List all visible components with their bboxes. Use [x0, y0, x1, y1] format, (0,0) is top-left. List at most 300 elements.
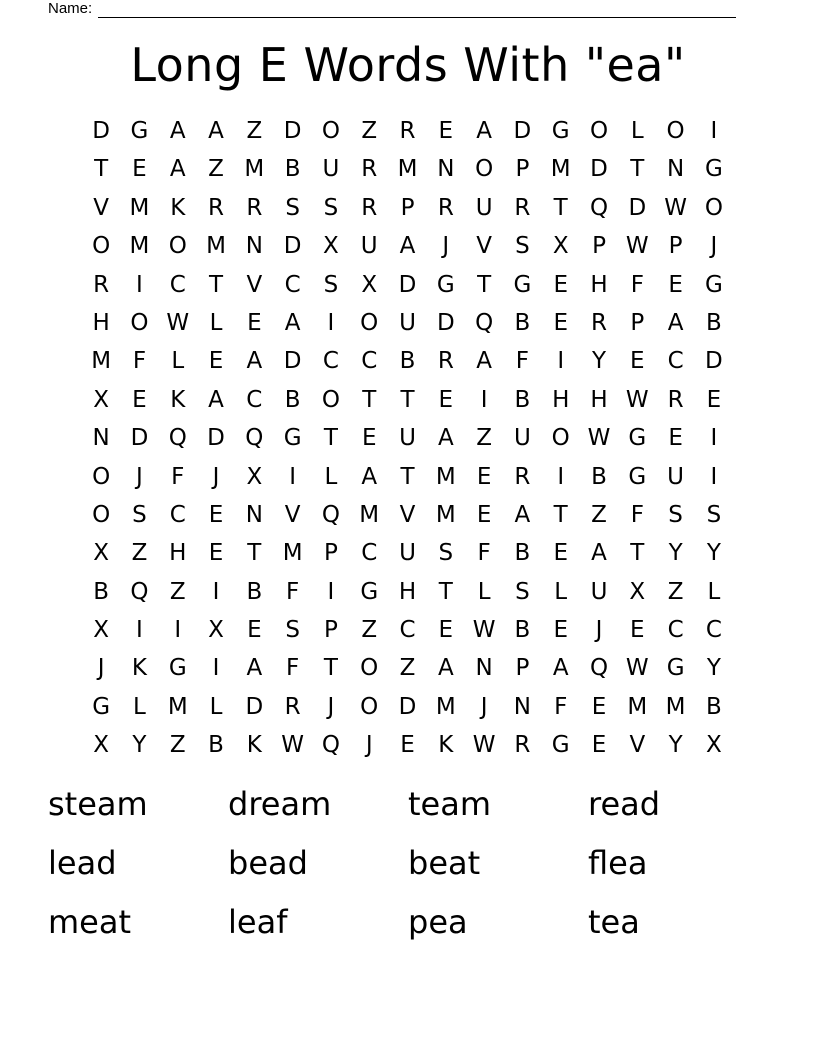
grid-letter[interactable]: N — [513, 693, 532, 720]
grid-letter[interactable]: T — [94, 156, 109, 183]
grid-letter[interactable]: D — [283, 233, 302, 260]
grid-letter[interactable]: E — [553, 540, 568, 567]
grid-letter[interactable]: X — [93, 540, 110, 567]
grid-letter[interactable]: X — [93, 732, 110, 759]
grid-letter[interactable]: D — [590, 156, 608, 183]
grid-letter[interactable]: E — [361, 425, 377, 452]
grid-letter[interactable]: O — [321, 118, 340, 144]
grid-letter[interactable]: S — [515, 578, 530, 605]
name-underline[interactable] — [98, 2, 736, 18]
grid-letter[interactable]: U — [399, 540, 416, 567]
grid-letter[interactable]: F — [630, 271, 644, 298]
grid-letter[interactable]: S — [438, 540, 454, 567]
grid-letter[interactable]: Q — [168, 425, 187, 452]
grid-letter[interactable]: E — [630, 348, 645, 375]
grid-letter[interactable]: D — [398, 271, 417, 298]
grid-letter[interactable]: J — [442, 233, 450, 260]
grid-letter[interactable]: T — [323, 655, 338, 682]
grid-letter[interactable]: T — [438, 578, 453, 605]
grid-letter[interactable]: Q — [245, 425, 264, 452]
grid-letter[interactable]: I — [557, 463, 565, 490]
grid-letter[interactable]: N — [92, 425, 110, 452]
grid-letter[interactable]: E — [476, 501, 492, 528]
grid-letter[interactable]: R — [514, 463, 531, 490]
grid-letter[interactable]: B — [514, 309, 531, 336]
grid-letter[interactable]: U — [667, 463, 685, 490]
grid-letter[interactable]: L — [209, 309, 223, 336]
grid-letter[interactable]: E — [553, 309, 568, 336]
grid-letter[interactable]: E — [208, 540, 224, 567]
grid-letter[interactable]: U — [590, 578, 608, 605]
grid-letter[interactable]: I — [327, 578, 335, 605]
word-bank-item: team — [408, 785, 492, 823]
grid-letter[interactable]: Z — [169, 578, 186, 605]
puzzle-title: Long E Words With "ea" — [130, 38, 686, 92]
grid-letter[interactable]: M — [435, 693, 456, 720]
grid-letter[interactable]: F — [554, 693, 568, 720]
word-bank-item: dream — [228, 785, 332, 823]
grid-letter[interactable]: C — [667, 348, 684, 375]
grid-letter[interactable]: Q — [589, 655, 609, 682]
grid-letter[interactable]: V — [476, 233, 492, 260]
grid-letter[interactable]: K — [131, 655, 147, 682]
grid-letter[interactable]: L — [324, 463, 338, 490]
grid-letter[interactable]: P — [630, 309, 645, 336]
grid-letter[interactable]: R — [284, 693, 301, 720]
grid-letter[interactable]: M — [397, 156, 418, 183]
grid-letter[interactable]: K — [170, 386, 186, 413]
grid-letter[interactable]: E — [591, 732, 607, 759]
grid-letter[interactable]: A — [284, 309, 301, 336]
grid-letter[interactable]: Z — [591, 501, 607, 528]
grid-letter[interactable]: R — [437, 348, 454, 375]
grid-letter[interactable]: P — [515, 156, 530, 183]
grid-letter[interactable]: R — [361, 156, 378, 183]
grid-letter[interactable]: X — [552, 233, 569, 260]
grid-letter[interactable]: Z — [399, 655, 416, 682]
grid-letter[interactable]: A — [552, 655, 569, 682]
grid-letter[interactable]: X — [208, 617, 224, 644]
grid-letter[interactable]: E — [247, 309, 262, 336]
grid-letter[interactable]: A — [399, 233, 416, 260]
grid-letter[interactable]: U — [399, 425, 416, 452]
grid-letter[interactable]: I — [289, 463, 297, 490]
grid-letter[interactable]: B — [706, 309, 722, 336]
grid-letter[interactable]: M — [665, 693, 686, 720]
grid-letter[interactable]: F — [630, 501, 644, 528]
grid-letter[interactable]: J — [97, 655, 105, 682]
grid-letter[interactable]: M — [206, 233, 226, 260]
grid-letter[interactable]: C — [361, 348, 378, 375]
grid-letter[interactable]: T — [630, 156, 645, 183]
grid-letter[interactable]: E — [668, 271, 683, 298]
grid-letter[interactable]: M — [359, 501, 380, 528]
grid-letter[interactable]: Z — [361, 617, 378, 644]
grid-letter[interactable]: S — [285, 617, 300, 644]
grid-letter[interactable]: L — [209, 693, 223, 720]
grid-letter[interactable]: O — [360, 309, 379, 336]
grid-letter[interactable]: A — [169, 118, 186, 144]
grid-letter[interactable]: U — [513, 425, 531, 452]
grid-letter[interactable]: J — [595, 617, 603, 644]
grid-letter[interactable]: O — [704, 194, 723, 221]
grid-letter[interactable]: D — [283, 348, 302, 375]
grid-letter[interactable]: G — [92, 693, 111, 720]
grid-letter[interactable]: S — [132, 501, 147, 528]
grid-letter[interactable]: P — [323, 540, 338, 567]
grid-letter[interactable]: F — [286, 655, 300, 682]
grid-letter[interactable]: M — [167, 693, 188, 720]
grid-letter[interactable]: O — [551, 425, 570, 452]
grid-letter[interactable]: G — [283, 425, 302, 452]
grid-letter[interactable]: A — [591, 540, 607, 567]
grid-letter[interactable]: X — [93, 617, 110, 644]
grid-letter[interactable]: S — [323, 194, 339, 221]
grid-letter[interactable]: J — [212, 463, 220, 490]
grid-letter[interactable]: C — [246, 386, 263, 413]
grid-letter[interactable]: H — [590, 271, 608, 298]
grid-letter[interactable]: U — [322, 156, 340, 183]
grid-letter[interactable]: L — [171, 348, 185, 375]
grid-letter[interactable]: H — [552, 386, 570, 413]
grid-letter[interactable]: R — [591, 309, 607, 336]
grid-letter[interactable]: X — [361, 271, 378, 298]
grid-letter[interactable]: I — [136, 617, 143, 644]
grid-letter[interactable]: B — [284, 156, 301, 183]
grid-letter[interactable]: I — [557, 348, 565, 375]
grid-letter[interactable]: R — [437, 194, 454, 221]
grid-letter[interactable]: O — [92, 233, 111, 260]
grid-letter[interactable]: W — [625, 386, 649, 413]
grid-letter[interactable]: L — [554, 578, 568, 605]
grid-letter[interactable]: V — [284, 501, 301, 528]
grid-letter[interactable]: M — [129, 233, 150, 260]
grid-letter[interactable]: H — [169, 540, 187, 567]
grid-letter[interactable]: Z — [361, 118, 378, 144]
grid-letter[interactable]: A — [437, 655, 454, 682]
grid-letter[interactable]: M — [244, 156, 265, 183]
grid-letter[interactable]: U — [360, 233, 378, 260]
grid-letter[interactable]: T — [553, 501, 568, 528]
grid-letter[interactable]: G — [551, 118, 570, 144]
grid-letter[interactable]: T — [630, 540, 645, 567]
grid-letter[interactable]: T — [247, 540, 262, 567]
grid-letter[interactable]: I — [174, 617, 182, 644]
grid-letter[interactable]: R — [399, 118, 416, 144]
grid-letter[interactable]: V — [399, 501, 416, 528]
grid-letter[interactable]: G — [168, 655, 187, 682]
grid-letter[interactable]: D — [130, 425, 149, 452]
grid-letter[interactable]: C — [705, 617, 722, 644]
grid-letter[interactable]: D — [283, 118, 302, 144]
grid-letter[interactable]: F — [132, 348, 147, 375]
grid-letter[interactable]: E — [132, 156, 147, 183]
grid-letter[interactable]: C — [399, 617, 416, 644]
grid-letter[interactable]: G — [513, 271, 532, 298]
grid-letter[interactable]: E — [438, 118, 454, 144]
grid-letter[interactable]: Q — [321, 501, 340, 528]
grid-letter[interactable]: N — [666, 156, 685, 183]
grid-letter[interactable]: E — [553, 617, 568, 644]
grid-letter[interactable]: C — [169, 271, 186, 298]
word-bank-item: beat — [408, 844, 481, 882]
grid-letter[interactable]: F — [286, 578, 300, 605]
grid-letter[interactable]: F — [515, 348, 530, 375]
grid-letter[interactable]: O — [92, 463, 111, 490]
grid-letter[interactable]: D — [398, 693, 417, 720]
grid-letter[interactable]: O — [666, 118, 685, 144]
grid-letter[interactable]: G — [360, 578, 379, 605]
grid-letter[interactable]: B — [706, 693, 722, 720]
grid-letter[interactable]: T — [553, 194, 568, 221]
grid-letter[interactable]: C — [284, 271, 301, 298]
grid-letter[interactable]: L — [630, 118, 644, 144]
grid-letter[interactable]: S — [668, 501, 683, 528]
grid-letter[interactable]: E — [591, 693, 607, 720]
grid-letter[interactable]: M — [627, 693, 648, 720]
grid-letter[interactable]: D — [513, 118, 532, 144]
grid-letter[interactable]: U — [399, 309, 416, 336]
grid-letter[interactable]: E — [476, 463, 492, 490]
grid-letter[interactable]: W — [166, 309, 190, 336]
grid-letter[interactable]: A — [437, 425, 454, 452]
grid-letter[interactable]: I — [136, 271, 143, 298]
grid-letter[interactable]: M — [282, 540, 303, 567]
grid-letter[interactable]: O — [360, 693, 379, 720]
grid-letter[interactable]: O — [321, 386, 340, 413]
grid-letter[interactable]: A — [208, 118, 224, 144]
grid-letter[interactable]: E — [208, 348, 224, 375]
grid-letter[interactable]: X — [93, 386, 110, 413]
grid-letter[interactable]: J — [136, 463, 143, 490]
grid-letter[interactable]: T — [209, 271, 224, 298]
grid-letter[interactable]: W — [472, 617, 496, 644]
grid-letter[interactable]: Y — [591, 348, 607, 375]
grid-letter[interactable]: Z — [667, 578, 684, 605]
grid-letter[interactable]: A — [514, 501, 531, 528]
grid-letter[interactable]: G — [704, 271, 723, 298]
grid-letter[interactable]: C — [322, 348, 339, 375]
grid-letter[interactable]: E — [438, 617, 454, 644]
grid-letter[interactable]: E — [438, 386, 454, 413]
grid-letter[interactable]: J — [480, 693, 488, 720]
grid-letter[interactable]: Y — [706, 540, 721, 567]
grid-letter[interactable]: I — [710, 425, 718, 452]
grid-letter[interactable]: N — [437, 156, 455, 183]
grid-letter[interactable]: X — [629, 578, 646, 605]
grid-letter[interactable]: O — [360, 655, 379, 682]
grid-letter[interactable]: I — [327, 309, 335, 336]
grid-letter[interactable]: M — [435, 501, 456, 528]
grid-letter[interactable]: W — [625, 655, 649, 682]
grid-letter[interactable]: G — [551, 732, 570, 759]
grid-letter[interactable]: E — [553, 271, 568, 298]
grid-letter[interactable]: O — [589, 118, 609, 144]
grid-letter[interactable]: O — [168, 233, 187, 260]
grid-letter[interactable]: O — [130, 309, 149, 336]
grid-letter[interactable]: I — [480, 386, 488, 413]
grid-letter[interactable]: T — [400, 463, 415, 490]
grid-letter[interactable]: B — [514, 386, 531, 413]
grid-letter[interactable]: M — [435, 463, 456, 490]
grid-letter[interactable]: B — [514, 540, 531, 567]
grid-letter[interactable]: P — [400, 194, 415, 221]
grid-letter[interactable]: H — [92, 309, 110, 336]
grid-letter[interactable]: V — [93, 194, 110, 221]
grid-letter[interactable]: P — [323, 617, 338, 644]
grid-letter[interactable]: S — [285, 194, 300, 221]
grid-letter[interactable]: R — [208, 194, 225, 221]
grid-letter[interactable]: V — [246, 271, 263, 298]
grid-letter[interactable]: M — [91, 348, 112, 375]
grid-letter[interactable]: A — [476, 348, 492, 375]
grid-letter[interactable]: T — [362, 386, 377, 413]
grid-letter[interactable]: B — [246, 578, 263, 605]
grid-letter[interactable]: R — [514, 194, 531, 221]
grid-letter[interactable]: N — [475, 655, 493, 682]
grid-letter[interactable]: K — [170, 194, 186, 221]
grid-letter[interactable]: D — [436, 309, 455, 336]
grid-letter[interactable]: Y — [668, 732, 683, 759]
grid-letter[interactable]: T — [400, 386, 415, 413]
grid-letter[interactable]: A — [246, 348, 263, 375]
grid-letter[interactable]: G — [436, 271, 455, 298]
grid-letter[interactable]: X — [706, 732, 722, 759]
grid-letter[interactable]: Y — [668, 540, 683, 567]
grid-letter[interactable]: R — [514, 732, 531, 759]
grid-letter[interactable]: G — [704, 156, 723, 183]
word-bank-item: lead — [48, 844, 117, 882]
word-bank-item: meat — [48, 903, 132, 941]
grid-letter[interactable]: G — [628, 463, 647, 490]
grid-letter[interactable]: W — [472, 732, 496, 759]
grid-letter[interactable]: M — [129, 194, 150, 221]
grid-letter[interactable]: Q — [130, 578, 149, 605]
grid-letter[interactable]: E — [706, 386, 722, 413]
grid-letter[interactable]: B — [208, 732, 224, 759]
grid-letter[interactable]: B — [591, 463, 607, 490]
grid-letter[interactable]: G — [628, 425, 647, 452]
grid-letter[interactable]: Z — [476, 425, 492, 452]
grid-letter[interactable]: A — [667, 309, 684, 336]
grid-letter[interactable]: G — [666, 655, 685, 682]
grid-letter[interactable]: F — [477, 540, 491, 567]
grid-letter[interactable]: Z — [131, 540, 148, 567]
grid-letter[interactable]: J — [710, 233, 718, 260]
grid-letter[interactable]: I — [710, 118, 718, 144]
grid-letter[interactable]: I — [212, 578, 220, 605]
grid-letter[interactable]: D — [245, 693, 264, 720]
grid-letter[interactable]: Z — [208, 156, 224, 183]
grid-letter[interactable]: Z — [246, 118, 263, 144]
grid-letter[interactable]: B — [514, 617, 531, 644]
grid-letter[interactable]: N — [245, 233, 263, 260]
grid-letter[interactable]: Q — [321, 732, 340, 759]
grid-letter[interactable]: L — [477, 578, 491, 605]
grid-letter[interactable]: H — [590, 386, 608, 413]
grid-letter[interactable]: D — [628, 194, 647, 221]
grid-letter[interactable]: D — [207, 425, 225, 452]
grid-letter[interactable]: L — [133, 693, 146, 720]
grid-letter[interactable]: B — [93, 578, 110, 605]
grid-letter[interactable]: A — [361, 463, 378, 490]
grid-letter[interactable]: C — [169, 501, 186, 528]
grid-letter[interactable]: T — [477, 271, 492, 298]
grid-letter[interactable]: R — [667, 386, 684, 413]
grid-letter[interactable]: R — [93, 271, 110, 298]
grid-letter[interactable]: O — [475, 156, 494, 183]
grid-letter[interactable]: Q — [475, 309, 494, 336]
grid-letter[interactable]: C — [667, 617, 684, 644]
grid-letter[interactable]: R — [246, 194, 263, 221]
grid-letter[interactable]: O — [92, 501, 111, 528]
grid-letter[interactable]: W — [587, 425, 611, 452]
word-bank-item: leaf — [228, 903, 288, 941]
grid-letter[interactable]: L — [707, 578, 721, 605]
grid-letter[interactable]: A — [169, 156, 186, 183]
grid-letter[interactable]: A — [246, 655, 263, 682]
grid-letter[interactable]: A — [476, 118, 492, 144]
grid-letter[interactable]: E — [668, 425, 683, 452]
word-bank-item: flea — [588, 844, 648, 882]
grid-letter[interactable]: Z — [169, 732, 186, 759]
grid-letter[interactable]: C — [361, 540, 378, 567]
letter-grid — [82, 112, 733, 765]
word-bank-item: steam — [48, 785, 148, 823]
grid-letter[interactable]: F — [171, 463, 185, 490]
grid-letter[interactable]: W — [664, 194, 687, 221]
grid-letter[interactable]: E — [208, 501, 224, 528]
grid-letter[interactable]: P — [592, 233, 606, 260]
grid-letter[interactable]: B — [284, 386, 301, 413]
grid-letter[interactable]: P — [515, 655, 530, 682]
grid-letter[interactable]: A — [208, 386, 224, 413]
grid-letter[interactable]: S — [515, 233, 530, 260]
grid-letter[interactable]: W — [625, 233, 649, 260]
grid-letter[interactable]: G — [130, 118, 149, 144]
grid-letter[interactable]: D — [705, 348, 723, 375]
grid-letter[interactable]: R — [361, 194, 378, 221]
grid-letter[interactable]: S — [323, 271, 339, 298]
grid-letter[interactable]: X — [246, 463, 263, 490]
grid-letter[interactable]: N — [245, 501, 263, 528]
grid-letter[interactable]: W — [281, 732, 304, 759]
grid-letter[interactable]: H — [398, 578, 417, 605]
grid-letter[interactable]: Q — [589, 194, 609, 221]
grid-letter[interactable]: I — [710, 463, 718, 490]
grid-letter[interactable]: K — [246, 732, 262, 759]
grid-letter[interactable]: K — [438, 732, 454, 759]
grid-letter[interactable]: E — [132, 386, 147, 413]
grid-letter[interactable]: D — [92, 118, 110, 144]
grid-letter[interactable]: E — [630, 617, 645, 644]
grid-letter[interactable]: P — [668, 233, 683, 260]
grid-letter[interactable]: V — [629, 732, 646, 759]
grid-letter[interactable]: E — [247, 617, 262, 644]
grid-letter[interactable]: J — [327, 693, 335, 720]
grid-letter[interactable]: B — [399, 348, 416, 375]
grid-letter[interactable]: X — [323, 233, 339, 260]
grid-letter[interactable]: E — [400, 732, 415, 759]
grid-letter[interactable]: S — [706, 501, 722, 528]
grid-letter[interactable]: Y — [132, 732, 147, 759]
grid-letter[interactable]: U — [475, 194, 493, 221]
grid-letter[interactable]: I — [212, 655, 220, 682]
grid-letter[interactable]: M — [550, 156, 571, 183]
grid-letter[interactable]: J — [365, 732, 373, 759]
grid-letter[interactable]: T — [323, 425, 338, 452]
grid-letter[interactable]: Y — [706, 655, 721, 682]
